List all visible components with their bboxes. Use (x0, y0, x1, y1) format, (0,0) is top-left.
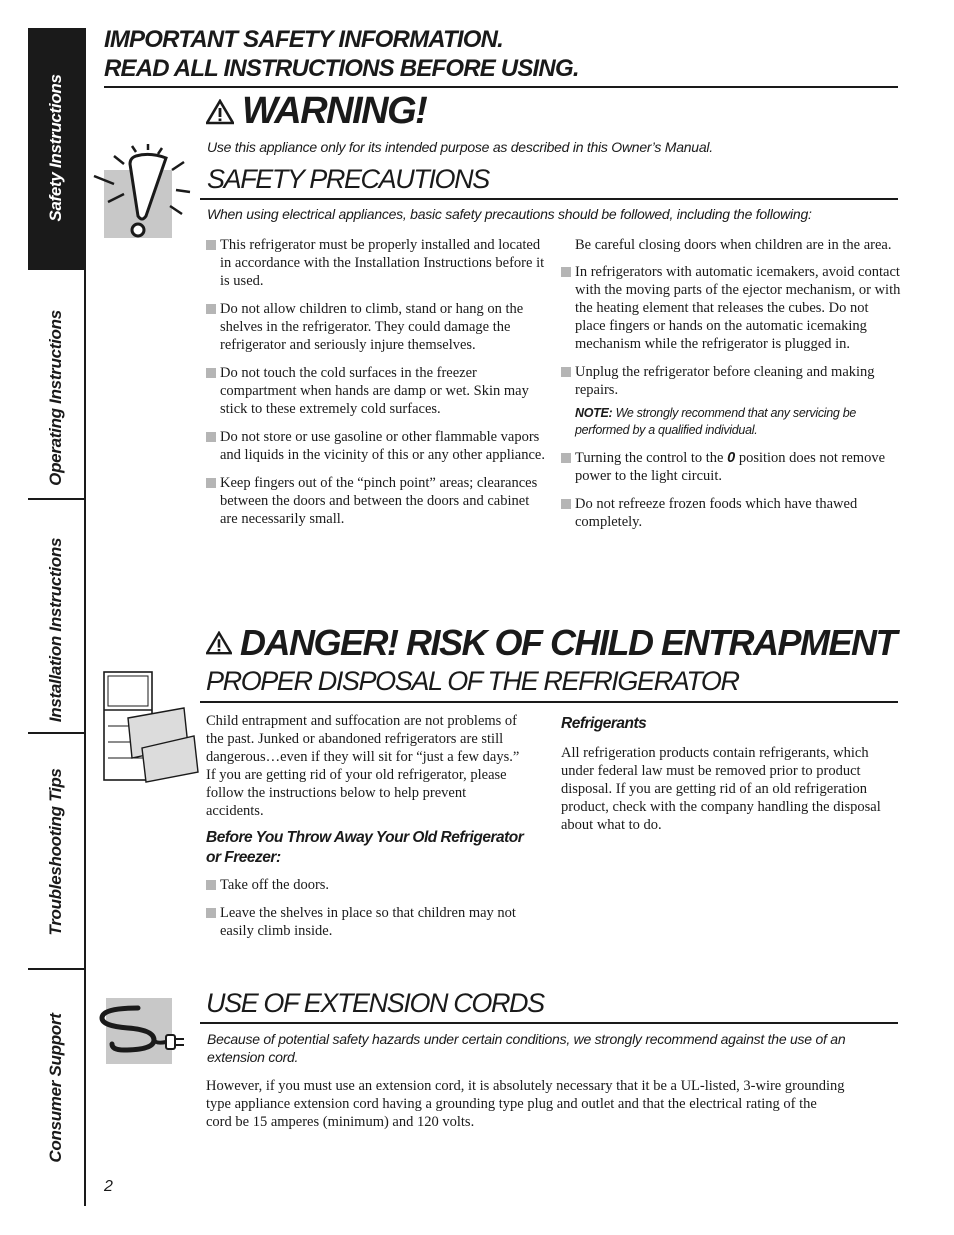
refrigerants-heading: Refrigerants (561, 715, 647, 732)
bullet-square (206, 368, 216, 378)
list-item (206, 474, 546, 528)
list-item-continuation: Be careful closing doors when children are in the area. (575, 237, 892, 253)
proper-disposal-heading: PROPER DISPOSAL OF THE REFRIGERATOR (206, 666, 739, 696)
list-item (561, 495, 901, 531)
bullet-square (561, 267, 571, 277)
list-item (206, 364, 546, 418)
refrigerants-column (561, 714, 895, 842)
extension-cords-intro: Because of potential safety hazards under certain conditions, we strongly recommend against the use of an extension cord. (207, 1031, 846, 1065)
danger-title (206, 622, 896, 664)
tab-label: Safety Instructions (46, 74, 65, 222)
tab-installation-instructions[interactable] (28, 498, 84, 760)
list-item (561, 449, 901, 485)
before-throw-away-heading: Before You Throw Away Your Old Refrigerator or Freezer: (206, 829, 524, 866)
refrigerator-doors-removed-icon (100, 668, 200, 784)
bullet-square (561, 499, 571, 509)
refrigerants-paragraph: All refrigeration products contain refrigerants, which under federal law must be removed prior to product disposal. If you are getting rid of an old refrigeration product, check with the company handling the disposal about what to do. (561, 745, 881, 833)
list-item-text: Leave the shelves in place so that children may not easily climb inside. (220, 905, 516, 939)
list-item (206, 300, 546, 354)
note-label: NOTE: (575, 406, 613, 420)
warning-triangle-icon (206, 99, 234, 125)
bullet-square (206, 432, 216, 442)
section-tab-strip (28, 28, 86, 1206)
extension-cord-icon (98, 996, 190, 1068)
bullet-square (206, 240, 216, 250)
note-text: We strongly recommend that any servicing be performed by a qualified individual. (575, 406, 857, 437)
warning-intro: Use this appliance only for its intended purpose as described in this Owner’s Manual. (207, 139, 713, 155)
extension-cords-rule (200, 1022, 898, 1024)
list-item (561, 363, 901, 399)
tab-consumer-support[interactable] (28, 968, 84, 1206)
tab-safety-instructions[interactable] (28, 28, 84, 268)
list-item-text: This refrigerator must be properly installed and located in accordance with the Installation Instructions before it is used. (220, 237, 545, 289)
list-item (206, 428, 546, 464)
tab-label: Installation Instructions (46, 537, 65, 723)
bullet-square (561, 453, 571, 463)
safety-precautions-rule (200, 198, 898, 200)
safety-precautions-heading: SAFETY PRECAUTIONS (207, 164, 489, 194)
tab-label: Consumer Support (46, 1013, 65, 1163)
list-item-text: Do not touch the cold surfaces in the freezer compartment when hands are damp or wet. Skin may stick to these extremely cold surfaces. (220, 365, 529, 417)
exclamation-alert-icon (92, 144, 192, 240)
list-item-text: Keep fingers out of the “pinch point” areas; clearances between the doors and between the doors and cabinet are necessarily small. (220, 475, 538, 527)
bullet-square (206, 908, 216, 918)
list-item-text: position does not remove power to the light circuit. (575, 450, 886, 484)
tab-troubleshooting-tips[interactable] (28, 732, 84, 970)
extension-cords-body: However, if you must use an extension cord, it is absolutely necessary that it be a UL-listed, 3-wire grounding type appliance extension cord having a grounding type plug and outlet and that the electrical rating of the cord be 15 amperes (minimum) and 120 volts. (206, 1078, 845, 1130)
header-rule (104, 86, 898, 88)
list-item-text: Do not refreeze frozen foods which have thawed completely. (575, 496, 858, 530)
list-item (206, 236, 546, 290)
warning-title-text: WARNING! (242, 90, 427, 132)
header-line-2: READ ALL INSTRUCTIONS BEFORE USING. (104, 55, 579, 82)
bullet-square (561, 367, 571, 377)
bullet-square (206, 880, 216, 890)
safety-right-column (561, 236, 901, 541)
list-item-text: Take off the doors. (220, 877, 330, 893)
warning-triangle-icon (206, 631, 232, 655)
tab-operating-instructions[interactable] (28, 268, 84, 526)
list-item (206, 876, 524, 894)
bullet-square (206, 478, 216, 488)
header-line-1: IMPORTANT SAFETY INFORMATION. (104, 26, 504, 53)
disposal-paragraph: Child entrapment and suffocation are not problems of the past. Junked or abandoned refrigerators are still dangerous…even if they will sit for “just a few days.” If you are getting rid of your old refrigerator, please follow the instructions below to help prevent accidents. (206, 713, 520, 819)
list-item-text: Turning the control to the (575, 450, 728, 466)
list-item-text: Unplug the refrigerator before cleaning and making repairs. (575, 364, 875, 398)
control-position-zero: 0 (727, 450, 736, 466)
safety-left-column (206, 236, 546, 538)
page-number: 2 (104, 1178, 113, 1195)
servicing-note (561, 405, 901, 439)
warning-title (206, 90, 426, 133)
danger-title-text: DANGER! RISK OF CHILD ENTRAPMENT (240, 622, 896, 663)
safety-precautions-intro: When using electrical appliances, basic safety precautions should be followed, including the following: (207, 206, 812, 222)
list-item-text: In refrigerators with automatic icemakers, avoid contact with the moving parts of the ejector mechanism, or with the heating element that releases the cubes. Do not place fingers or hands on the automatic icemaking mechanism while the refrigerator is plugged in. (575, 264, 901, 352)
list-item-text: Do not allow children to climb, stand or hang on the shelves in the refrigerator. They could damage the refrigerator and seriously injure themselves. (220, 301, 524, 353)
extension-cords-heading: USE OF EXTENSION CORDS (206, 988, 544, 1018)
tab-label: Troubleshooting Tips (46, 768, 65, 936)
list-item (561, 263, 901, 353)
tab-label: Operating Instructions (46, 310, 65, 486)
bullet-square (206, 304, 216, 314)
proper-disposal-rule (200, 701, 898, 703)
list-item (206, 904, 524, 940)
list-item-text: Do not store or use gasoline or other flammable vapors and liquids in the vicinity of this or any other appliance. (220, 429, 545, 463)
disposal-left-column (206, 712, 524, 950)
